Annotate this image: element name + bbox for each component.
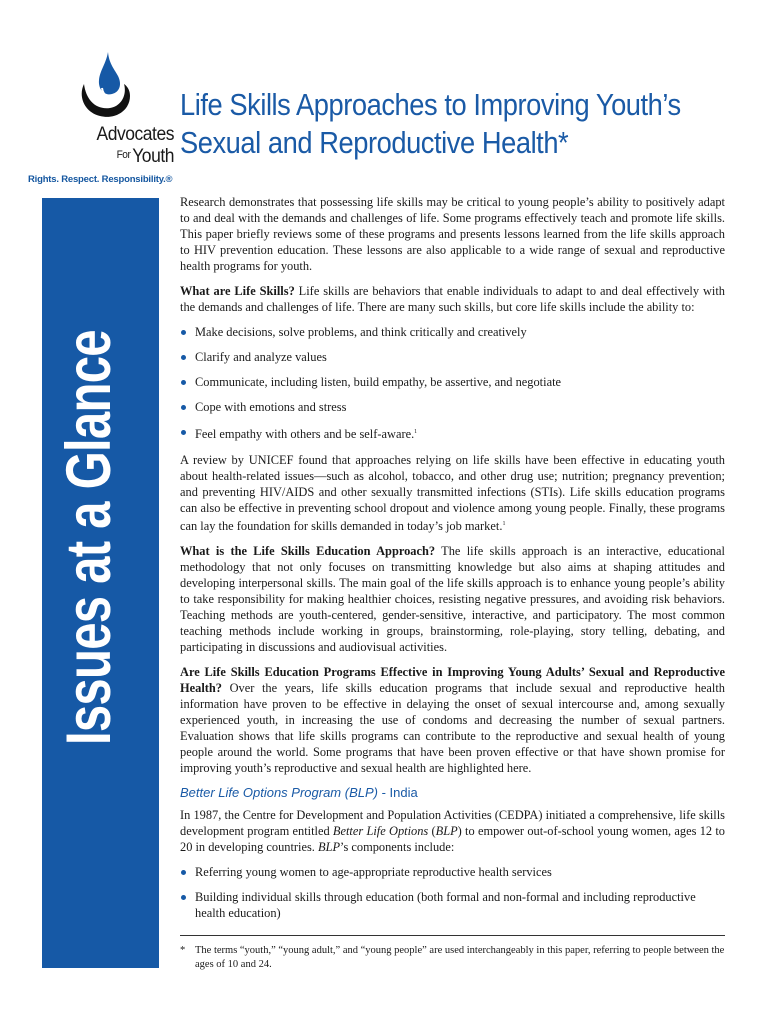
list-item: Referring young women to age-appropriate reproductive health services xyxy=(180,864,725,880)
title-line2: Sexual and Reproductive Health* xyxy=(180,125,569,160)
blp-heading: Better Life Options Program (BLP) - India xyxy=(180,785,418,800)
article-body xyxy=(180,194,725,931)
list-item: Make decisions, solve problems, and think critically and creatively xyxy=(180,324,725,340)
title-line1: Life Skills Approaches to Improving Youth’s xyxy=(180,87,681,122)
logo-name-line2: Youth xyxy=(132,146,174,167)
advocates-for-youth-logo xyxy=(28,50,178,190)
footnote-ref: 1 xyxy=(502,521,506,527)
list-item: Cope with emotions and stress xyxy=(180,399,725,415)
list-item: Clarify and analyze values xyxy=(180,349,725,365)
bullet-icon xyxy=(181,870,186,875)
list-item: Building individual skills through education (both formal and non-formal and including reproductive health education) xyxy=(180,889,725,921)
blp-paragraph: In 1987, the Centre for Development and Population Activities (CEDPA) initiated a comprehensive, life skills development program entitled Better Life Options (BLP) to empower out-of-school young women, ages 12 to 20 in developing countries. BLP’s components include: xyxy=(180,808,725,854)
footnote-divider xyxy=(180,935,725,936)
water-drop-icon xyxy=(72,50,136,122)
logo-wordmark xyxy=(56,125,174,167)
list-item: Feel empathy with others and be self-aware.$^1$ xyxy=(180,424,725,442)
intro-paragraph: Research demonstrates that possessing life skills may be critical to young people’s ability to positively adapt to and deal with the demands and challenges of life. Some programs effectively teach and promote life skills. This paper briefly reviews some of these programs and presents lessons learned from the life skills approach to HIV prevention education. These lessons are also applicable to a wide range of sexual and reproductive health programs for youth. xyxy=(180,195,725,273)
footnote-text: The terms “youth,” “young adult,” and “young people” are used interchangeably in this paper, referring to people between the ages of 10 and 24. xyxy=(195,945,725,970)
logo-name-line1: Advocates xyxy=(96,124,174,145)
bullet-icon xyxy=(181,330,186,335)
skills-list xyxy=(180,324,725,442)
footnote xyxy=(180,944,728,972)
bullet-icon xyxy=(181,405,186,410)
approach-heading: What is the Life Skills Education Approach? xyxy=(180,544,436,558)
logo-name-for: For xyxy=(116,149,131,161)
what-are-heading: What are Life Skills? xyxy=(180,284,295,298)
footnote-ref: 1 xyxy=(414,429,418,435)
bullet-icon xyxy=(181,380,186,385)
unicef-paragraph: A review by UNICEF found that approaches relying on life skills have been effective in educating youth about health-related issues—such as alcohol, tobacco, and other drug use; nutrition; pregnancy prevention; and preventing HIV/AIDS and other sexually transmitted infections (STIs). Life skills education programs can also be effective in preventing school dropout and violence among young people. Finally, these programs can lay the foundation for skills demanded in today’s job market.$^1$ xyxy=(180,453,725,533)
page-title xyxy=(180,86,743,162)
effective-heading: Are Life Skills Education Programs Effective in Improving Young Adults’ Sexual and Reproductive Health? xyxy=(180,665,725,695)
approach-paragraph: What is the Life Skills Education Approach? The life skills approach is an interactive, educational methodology that not only focuses on transmitting knowledge but also aims at shaping attitudes and developing interpersonal skills. The main goal of the life skills approach is to enhance young people’s ability to take responsibility for making healthier choices, resisting negative pressures, and avoiding risk behaviors. Teaching methods are youth-centered, gender-sensitive, interactive, and participatory. The most common teaching methods include working in groups, brainstorming, role-playing, story telling, debating, and participating in discussions and audiovisual activities. xyxy=(180,544,725,654)
banner-title: Issues at a Glance xyxy=(54,330,124,745)
effective-paragraph: Are Life Skills Education Programs Effective in Improving Young Adults’ Sexual and Reproductive Health? Over the years, life skills education programs that include sexual and reproductive health information have proven to be effective in delaying the onset of sexual intercourse and, among sexually experienced youth, in increasing the use of condoms and decreasing the number of sexual partners. Evaluation shows that life skills programs can contribute to the reproductive and sexual health of young people around the world. Some programs that have been proven effective or that have shown promise for improving youth’s reproductive and sexual health are highlighted here. xyxy=(180,665,725,775)
bullet-icon xyxy=(181,430,186,435)
footnote-mark: * xyxy=(180,945,186,956)
bullet-icon xyxy=(181,355,186,360)
logo-tagline: Rights. Respect. Responsibility.® xyxy=(28,174,173,185)
what-are-paragraph: What are Life Skills? Life skills are behaviors that enable individuals to adapt to and deal effectively with the demands and challenges of life. There are many such skills, but core life skills include the ability to: xyxy=(180,284,725,314)
bullet-icon xyxy=(181,895,186,900)
list-item: Communicate, including listen, build empathy, be assertive, and negotiate xyxy=(180,374,725,390)
blp-components-list xyxy=(180,864,725,921)
